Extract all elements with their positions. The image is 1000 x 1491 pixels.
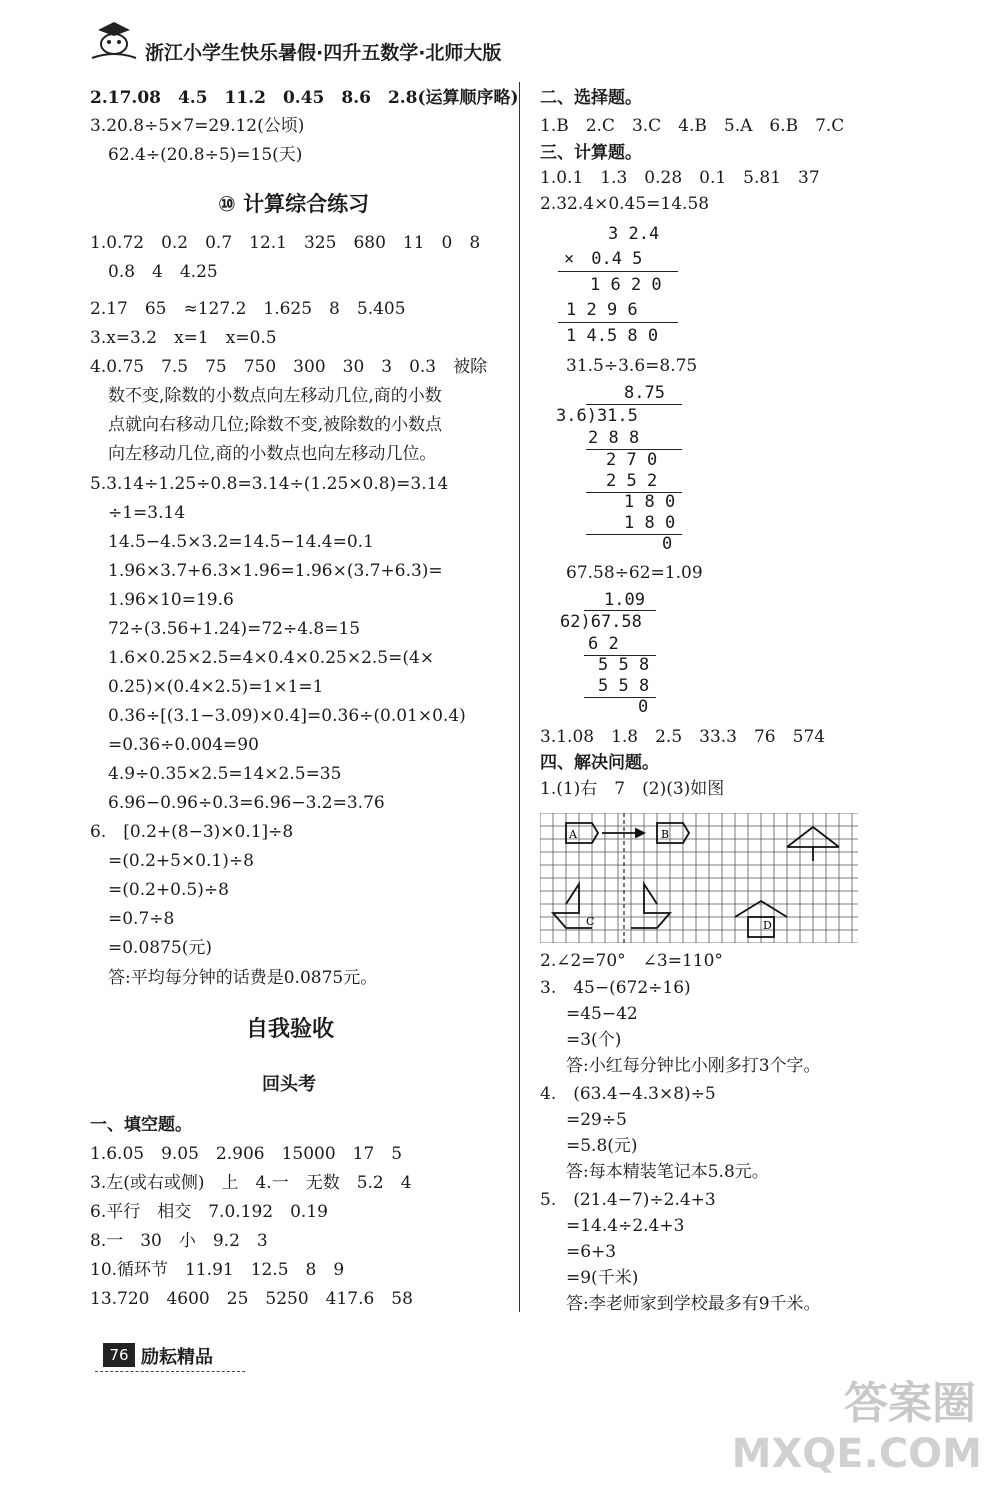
answer-line: 6.96−0.96÷0.3=6.96−3.2=3.76 xyxy=(108,793,385,813)
answer-line: =0.0875(元) xyxy=(108,938,212,958)
answer-line: 向左移动几位,商的小数点也向左移动几位。 xyxy=(108,444,437,464)
answer-line: 答:李老师家到学校最多有9千米。 xyxy=(566,1294,821,1314)
answer-line: =45−42 xyxy=(566,1004,638,1024)
answer-line: 3.x=3.2 x=1 x=0.5 xyxy=(90,328,277,348)
answer-line: 1.96×10=19.6 xyxy=(108,590,234,610)
answer-line: =(0.2+0.5)÷8 xyxy=(108,880,229,900)
vertical-calc-line: 1 6 2 0 xyxy=(590,275,662,295)
answer-line: 31.5÷3.6=8.75 xyxy=(566,356,698,376)
answer-line: 3. 45−(672÷16) xyxy=(540,978,691,998)
vertical-calc-line: 5 5 8 xyxy=(598,676,650,696)
answer-line: 0.8 4 4.25 xyxy=(108,262,218,282)
answer-line: 2.17 65 ≈127.2 1.625 8 5.405 xyxy=(90,299,406,319)
answer-line: 6.平行 相交 7.0.192 0.19 xyxy=(90,1202,328,1222)
division-dividend: 62)67.58 xyxy=(560,612,642,632)
calc-rule xyxy=(586,404,682,405)
answer-line: =9(千米) xyxy=(566,1268,639,1288)
answer-line: 8.一 30 小 9.2 3 xyxy=(90,1231,268,1251)
vertical-calc-line: 2 5 2 xyxy=(606,471,658,491)
vertical-calc-line: 0 xyxy=(662,534,673,554)
vertical-calc-line: 5 5 8 xyxy=(598,655,650,675)
answer-line: =5.8(元) xyxy=(566,1136,638,1156)
vertical-calc-line: 1 2 9 6 xyxy=(566,300,638,320)
answer-line: 5.3.14÷1.25÷0.8=3.14÷(1.25×0.8)=3.14 xyxy=(90,474,449,494)
section-title: 自我验收 xyxy=(246,1017,335,1042)
vertical-calc-line: 6 2 xyxy=(588,634,619,654)
grid-figure xyxy=(540,813,858,943)
answer-line: 6. [0.2+(8−3)×0.1]÷8 xyxy=(90,822,294,842)
answer-line: 4.0.75 7.5 75 750 300 30 3 0.3 被除 xyxy=(90,357,488,377)
question-heading: 三、计算题。 xyxy=(540,143,642,163)
watermark-logo: 答案圈 xyxy=(844,1378,976,1429)
answer-line: 答:小红每分钟比小刚多打3个字。 xyxy=(566,1056,821,1076)
section-subtitle: 回头考 xyxy=(262,1074,316,1095)
vertical-calc-line: 1 8 0 xyxy=(624,492,676,512)
answer-line: 14.5−4.5×3.2=14.5−14.4=0.1 xyxy=(108,532,374,552)
answer-line: 2.17.08 4.5 11.2 0.45 8.6 2.8(运算顺序略) xyxy=(90,88,519,108)
vertical-calc-line: 2 7 0 xyxy=(606,450,658,470)
brand-label: 励耘精品 xyxy=(141,1347,213,1368)
answer-line: 62.4÷(20.8÷5)=15(天) xyxy=(108,145,303,165)
answer-line: 0.36÷[(3.1−3.09)×0.4]=0.36÷(0.01×0.4) xyxy=(108,706,466,726)
answer-line: 1.B 2.C 3.C 4.B 5.A 6.B 7.C xyxy=(540,116,845,136)
answer-line: 2.∠2=70° ∠3=110° xyxy=(540,951,723,971)
division-quotient: 1.09 xyxy=(604,590,645,610)
answer-line: =0.36÷0.004=90 xyxy=(108,735,259,755)
answer-line: 数不变,除数的小数点向左移动几位,商的小数 xyxy=(108,386,442,406)
grid-label: D xyxy=(763,919,772,932)
answer-line: 点就向右移动几位;除数不变,被除数的小数点 xyxy=(108,415,443,435)
grid-label: A xyxy=(569,828,577,841)
calc-rule xyxy=(558,322,678,323)
header-title: 浙江小学生快乐暑假·四升五数学·北师大版 xyxy=(145,42,502,64)
page-number: 76 xyxy=(103,1343,135,1367)
answer-line: 3.20.8÷5×7=29.12(公顷) xyxy=(90,116,305,136)
section-title: ⑩ 计算综合练习 xyxy=(218,192,370,216)
answer-line: 67.58÷62=1.09 xyxy=(566,563,703,583)
answer-line: 10.循环节 11.91 12.5 8 9 xyxy=(90,1260,345,1280)
calc-rule xyxy=(558,271,678,272)
answer-line: 答:每本精装笔记本5.8元。 xyxy=(566,1162,769,1182)
answer-line: =6+3 xyxy=(566,1242,617,1262)
answer-line: 4. (63.4−4.3×8)÷5 xyxy=(540,1084,716,1104)
answer-line: 答:平均每分钟的话费是0.0875元。 xyxy=(108,968,378,988)
grid-label: C xyxy=(586,915,595,928)
answer-line: 1.0.72 0.2 0.7 12.1 325 680 11 0 8 xyxy=(90,233,481,253)
division-quotient: 8.75 xyxy=(624,383,665,403)
division-dividend: 3.6)31.5 xyxy=(556,406,638,426)
answer-line: 3.左(或右或侧) 上 4.一 无数 5.2 4 xyxy=(90,1173,412,1193)
answer-line: 1.(1)右 7 (2)(3)如图 xyxy=(540,779,725,799)
question-heading: 一、填空题。 xyxy=(90,1115,192,1135)
vertical-calc-line: 0 xyxy=(638,697,649,717)
answer-line: =3(个) xyxy=(566,1030,622,1050)
answer-line: 1.6×0.25×2.5=4×0.4×0.25×2.5=(4× xyxy=(108,648,435,668)
answer-line: =(0.2+5×0.1)÷8 xyxy=(108,851,254,871)
answer-line: 72÷(3.56+1.24)=72÷4.8=15 xyxy=(108,619,361,639)
vertical-calc-line: 1 4.5 8 0 xyxy=(566,326,659,346)
watermark-url: MXQE.COM xyxy=(731,1431,982,1477)
answer-line: =0.7÷8 xyxy=(108,909,175,929)
answer-line: 1.0.1 1.3 0.28 0.1 5.81 37 xyxy=(540,168,820,188)
question-heading: 二、选择题。 xyxy=(540,88,642,108)
vertical-calc-line: 2 8 8 xyxy=(588,428,640,448)
answer-line: =29÷5 xyxy=(566,1110,627,1130)
header-logo-icon xyxy=(88,20,140,60)
answer-line: 4.9÷0.35×2.5=14×2.5=35 xyxy=(108,764,342,784)
column-divider xyxy=(519,82,520,1312)
answer-line: 0.25)×(0.4×2.5)=1×1=1 xyxy=(108,677,324,697)
answer-line: 5. (21.4−7)÷2.4+3 xyxy=(540,1190,716,1210)
footer-rule xyxy=(95,1371,245,1372)
answer-line: ÷1=3.14 xyxy=(108,503,186,523)
vertical-calc-line: 3 2.4 xyxy=(608,224,660,244)
answer-line: 13.720 4600 25 5250 417.6 58 xyxy=(90,1289,413,1309)
vertical-calc-line: 1 8 0 xyxy=(624,513,676,533)
answer-line: 2.32.4×0.45=14.58 xyxy=(540,194,710,214)
vertical-calc-line: × 0.4 5 xyxy=(564,249,643,269)
grid-label: B xyxy=(661,828,670,841)
question-heading: 四、解决问题。 xyxy=(540,753,659,773)
calc-rule xyxy=(584,610,656,611)
answer-line: 1.6.05 9.05 2.906 15000 17 5 xyxy=(90,1144,403,1164)
answer-line: 3.1.08 1.8 2.5 33.3 76 574 xyxy=(540,727,826,747)
answer-line: =14.4÷2.4+3 xyxy=(566,1216,685,1236)
answer-line: 1.96×3.7+6.3×1.96=1.96×(3.7+6.3)= xyxy=(108,561,443,581)
